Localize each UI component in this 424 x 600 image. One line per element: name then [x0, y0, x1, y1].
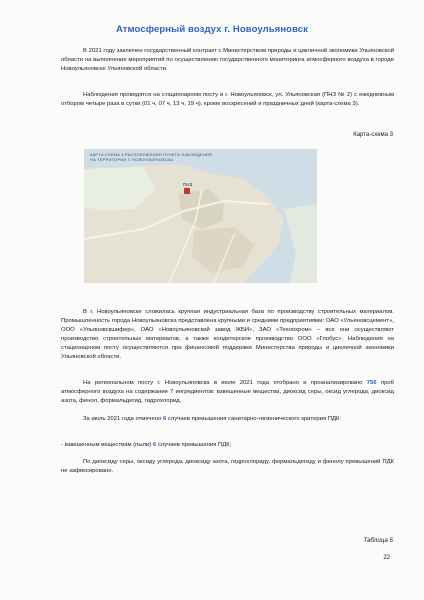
exceedances-text-before: За июль 2021 года отмечено — [83, 416, 163, 422]
map-inner-caption-line1: КАРТА-СХЕМА 3 РАСПОЛОЖЕНИЯ ПУНКТА НАБЛЮДЕНИЯ — [90, 152, 213, 157]
exceedances-count: 6 — [162, 416, 167, 422]
paragraph-observations: Наблюдения проводятся на стационарном посту в г. Новоульяновск, ул. Ульяновская (ПНЗ № 2) с ежедневным отбором четыре раза в сутки (01 ч, 07 ч, 13 ч, 19 ч), кроме воскресений и праздничных дней (карта-схема 3). — [61, 92, 394, 107]
map-image — [84, 149, 317, 283]
paragraph-samples — [61, 379, 394, 406]
station-marker — [184, 188, 190, 194]
map-inner-caption-line2: НА ТЕРРИТОРИИ Г. НОВОУЛЬЯНОВСКА — [90, 157, 174, 162]
location-map — [84, 149, 317, 283]
page-title: Атмосферный воздух г. Новоульяновск — [115, 24, 309, 35]
map-inner-caption — [90, 152, 212, 162]
dust-text-before: - взвешенным веществам (пыли) — [61, 442, 153, 448]
samples-text-after: проб атмосферного воздуха на содержание 7 ингредиентов: взвешенные вещества, диоксид серы, оксид углерода, диоксид азота, фенол, формальдегид, гидрохлорид. — [61, 380, 394, 404]
paragraph-industry: В г. Новоульяновске сложилась крупная индустриальная база по производству строительных материалов. Промышленность города Новоульяновска представлена крупными и средними предприятиями: ОАО «Ульяновсцемент», ООО «Ульяновскшифер», ОАО «Новоульяновский завод ЖБИ», ЗАО «Технохром» – все они осуществляют производство строительных материалов, а также кондитерское производство ООО «Глобус». Наблюдения на стационарном посту осуществляются при финансовой поддержке Министерства природы и цикличной экономики Ульяновской области. — [61, 309, 394, 360]
samples-count: 756 — [366, 380, 377, 386]
dust-text-after: случаев превышения ПДК; — [156, 442, 232, 448]
exceedances-text-after: случаев превышения санитарно-гигиенического критерия ПДК: — [166, 416, 342, 422]
paragraph-exceedances — [61, 415, 394, 424]
map-caption-label: Карта-схема 3 — [353, 132, 393, 138]
station-marker-label: ПНЗ — [183, 182, 193, 187]
paragraph-contract: В 2021 году заключен государственный контракт с Министерством природы и цикличной экономики Ульяновской области на выполнение мероприятий по осуществлению государственного мониторинга атмосферного воздуха в городе Новоульяновске Ульяновской области. — [61, 48, 394, 72]
dust-count: 6 — [152, 442, 157, 448]
paragraph-no-exceedances: По диоксиду серы, оксиду углерода, диоксиду азота, гидрохлориду, формальдегиду и фенолу превышений ПДК не зафиксировано. — [61, 459, 394, 474]
page-number: 22 — [383, 555, 390, 561]
samples-text-before: На региональном посту г. Новоульяновска в июле 2021 года отобрано и проанализировано — [83, 380, 367, 386]
paragraph-dust — [61, 441, 394, 450]
table-label: Таблица 5 — [363, 537, 393, 544]
